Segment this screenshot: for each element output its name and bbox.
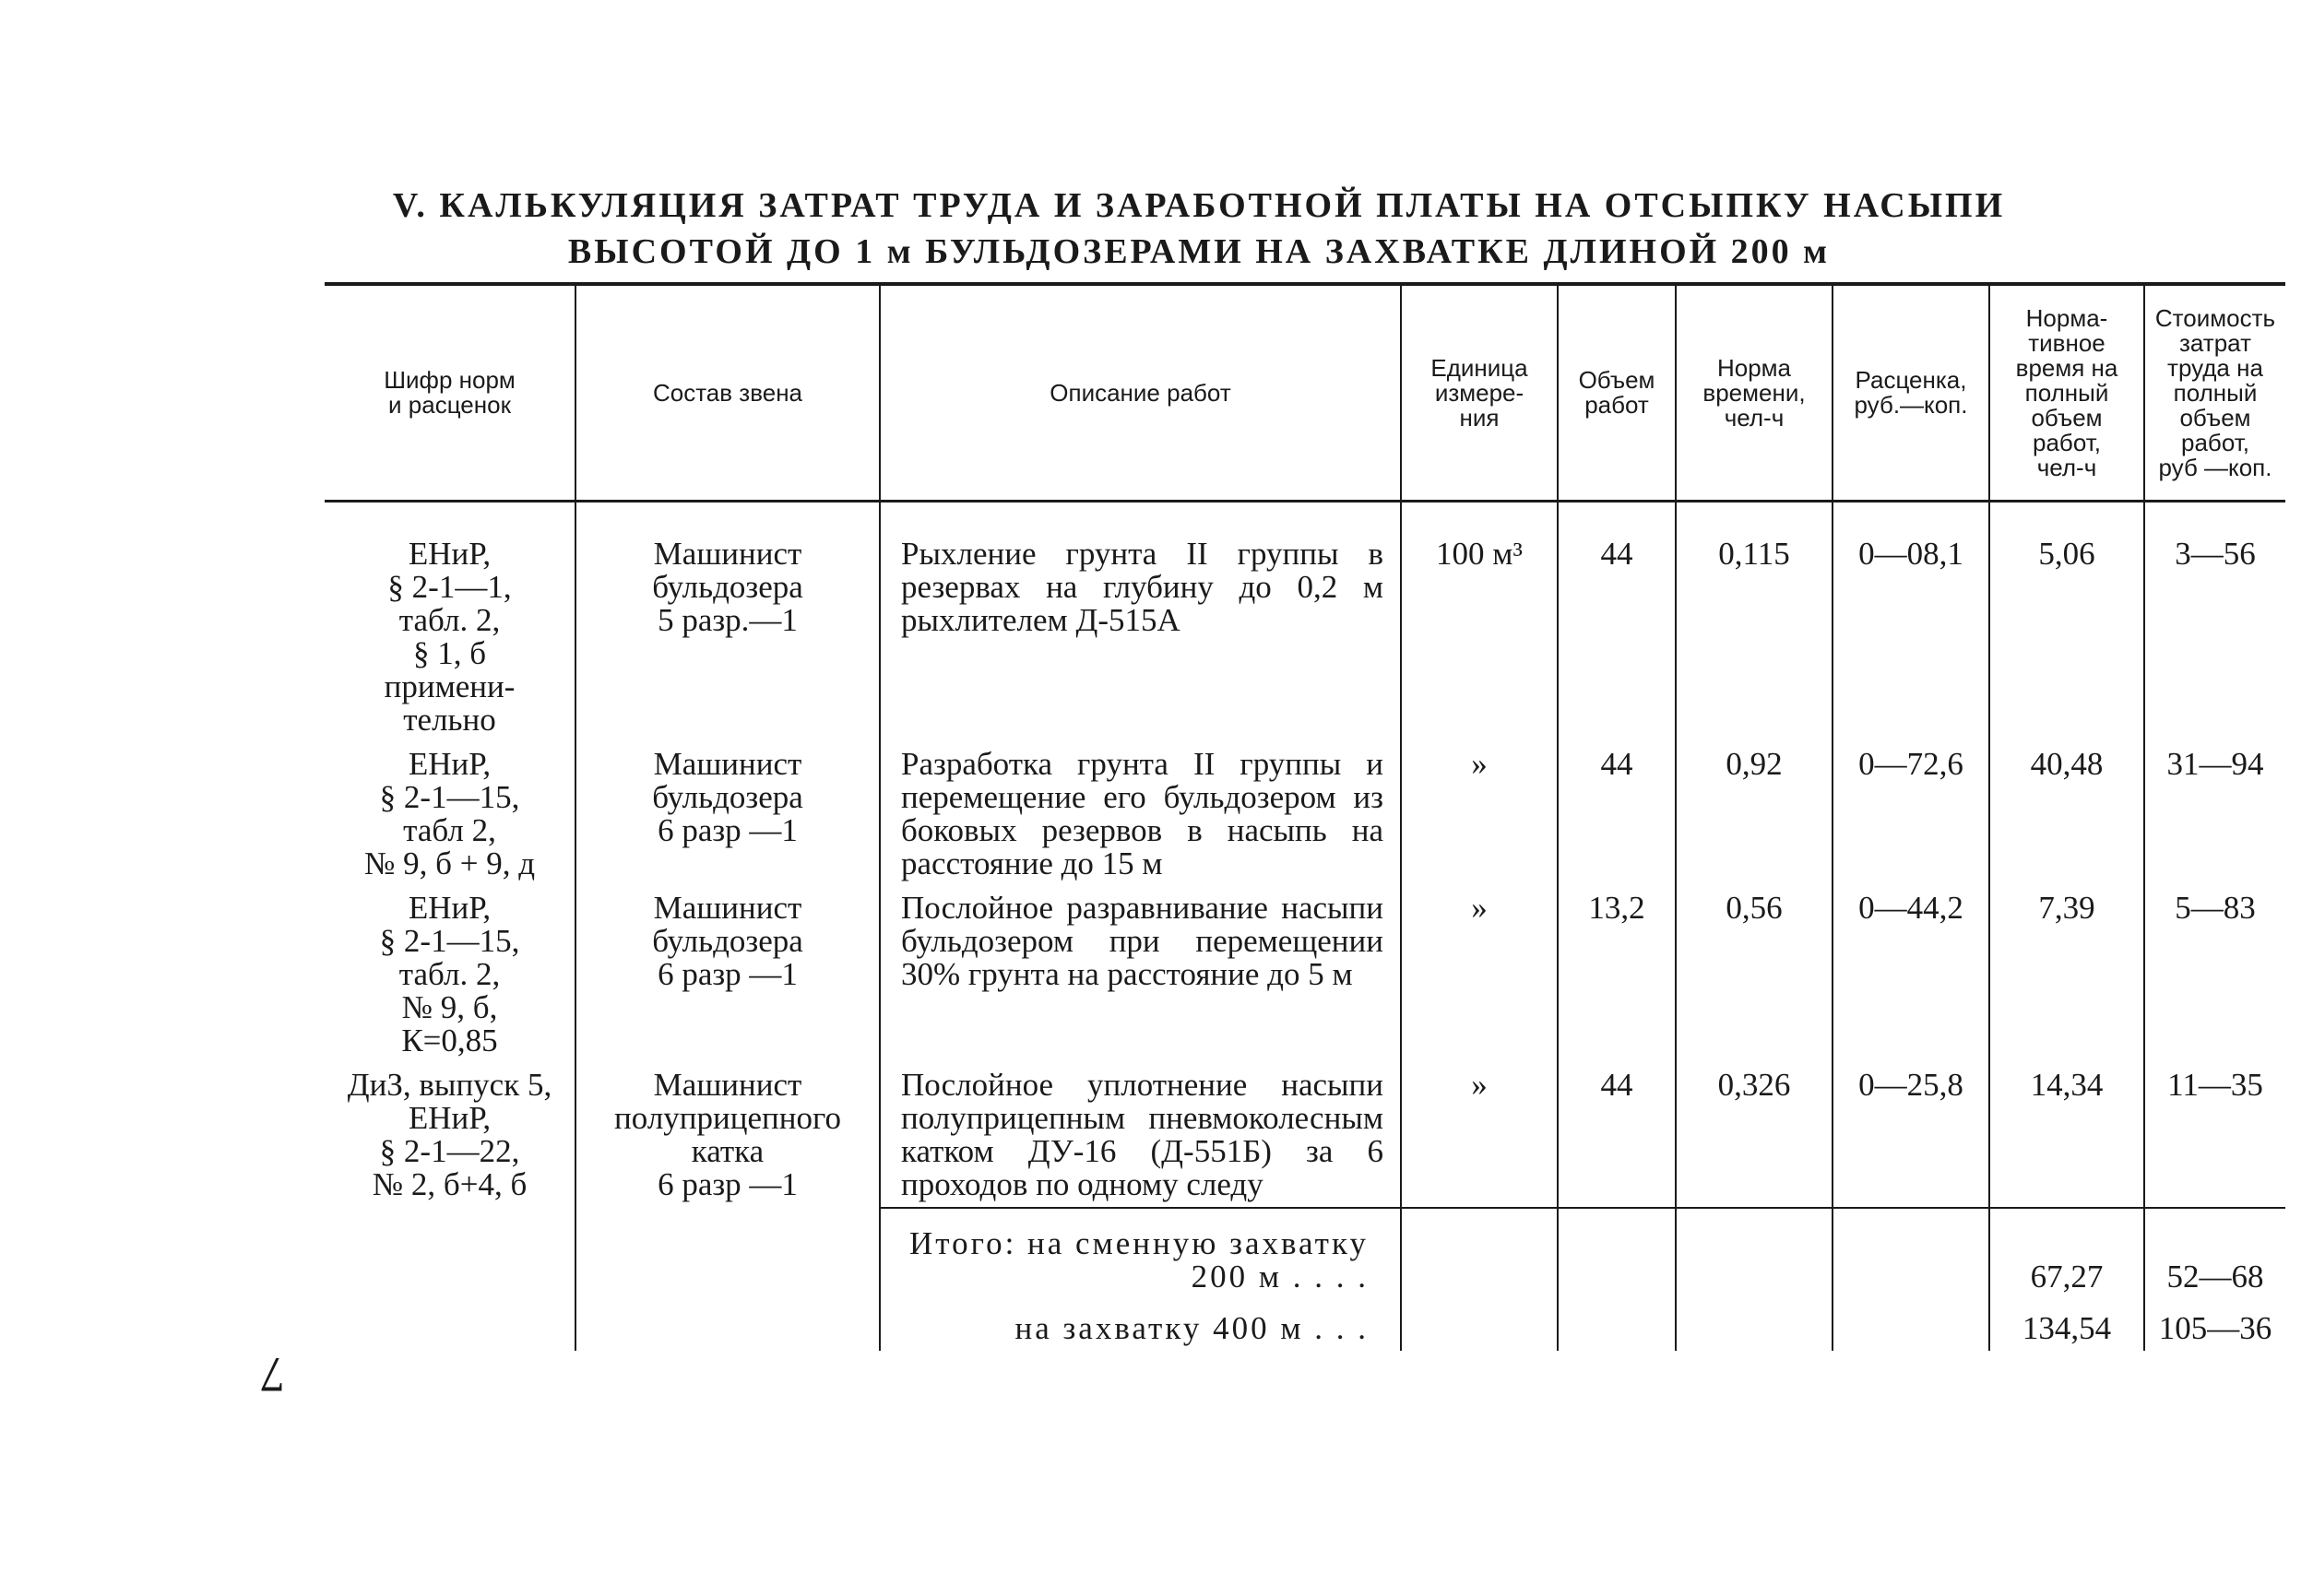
cell-total-time: 5,06 — [1989, 502, 2144, 743]
table-row — [325, 502, 2285, 743]
cell-empty — [325, 1208, 575, 1351]
cell-empty — [575, 1208, 880, 1351]
cell-volume: 13,2 — [1558, 886, 1676, 1063]
cell-empty — [1833, 1208, 1989, 1351]
column-header-rate: Расценка, руб.—коп. — [1833, 284, 1989, 502]
cell-crew: Машинист бульдозера 5 разр.—1 — [575, 502, 880, 743]
table-row — [325, 886, 2285, 1063]
cell-unit: » — [1401, 1063, 1558, 1208]
cell-code: ЕНиР, § 2-1—15, табл 2, № 9, б + 9, д — [364, 746, 535, 881]
column-header-code: Шифр норм и расценок — [325, 284, 575, 502]
cell-code: ДиЗ, выпуск 5, ЕНиР, § 2-1—22, № 2, б+4, б — [347, 1067, 552, 1202]
cell-code: ЕНиР, § 2-1—1, табл. 2, § 1, б примени- тельно — [384, 536, 516, 738]
cell-norm-time: 0,326 — [1676, 1063, 1833, 1208]
column-header-total-time: Норма- тивное время на полный объем работ, чел-ч — [1989, 284, 2144, 502]
cell-rate: 0—08,1 — [1833, 502, 1989, 743]
total-time-200: 67,27 — [2030, 1259, 2104, 1295]
cell-volume: 44 — [1558, 1063, 1676, 1208]
totals-time — [1989, 1208, 2144, 1351]
totals-label-200: Итого: на сменную захватку 200 м . . . . — [908, 1225, 1369, 1295]
totals-cost — [2144, 1208, 2285, 1351]
cell-description: Послойное разравнивание насыпи бульдозером при перемещении 30% грунта на расстояние до 5 м — [880, 886, 1401, 1063]
column-header-unit: Единица измере- ния — [1401, 284, 1558, 502]
cell-total-cost: 11—35 — [2144, 1063, 2285, 1208]
cell-volume: 44 — [1558, 742, 1676, 886]
cell-description: Рыхление грунта II группы в резервах на глубину до 0,2 м рыхлителем Д-515А — [880, 502, 1401, 743]
cell-unit: » — [1401, 886, 1558, 1063]
total-time-400: 134,54 — [2022, 1310, 2112, 1346]
cell-code: ЕНиР, § 2-1—15, табл. 2, № 9, б, К=0,85 — [379, 890, 520, 1058]
cell-empty — [1558, 1208, 1676, 1351]
totals-labels — [880, 1208, 1401, 1351]
column-header-norm-time: Норма времени, чел-ч — [1676, 284, 1833, 502]
page-number: 7 — [260, 1347, 285, 1402]
cell-empty — [1401, 1208, 1558, 1351]
cell-description: Послойное уплотнение насыпи полуприцепным пневмоколесным катком ДУ-16 (Д-551Б) за 6 проходов по одному следу — [880, 1063, 1401, 1208]
cell-total-cost: 5—83 — [2144, 886, 2285, 1063]
cell-rate: 0—44,2 — [1833, 886, 1989, 1063]
cell-total-time: 40,48 — [1989, 742, 2144, 886]
table-row — [325, 1063, 2285, 1208]
cell-norm-time: 0,115 — [1676, 502, 1833, 743]
table-header-row — [325, 284, 2285, 502]
cell-norm-time: 0,56 — [1676, 886, 1833, 1063]
total-cost-400: 105—36 — [2158, 1310, 2272, 1346]
totals-row — [325, 1208, 2285, 1351]
cell-total-time: 14,34 — [1989, 1063, 2144, 1208]
page-title — [314, 183, 2084, 275]
cell-total-time: 7,39 — [1989, 886, 2144, 1063]
totals-label-400: на захватку 400 м . . . — [1014, 1310, 1369, 1346]
column-header-volume: Объем работ — [1558, 284, 1676, 502]
total-cost-200: 52—68 — [2166, 1259, 2264, 1295]
table-row — [325, 742, 2285, 886]
cell-norm-time: 0,92 — [1676, 742, 1833, 886]
cell-description: Разработка грунта II группы и перемещение его бульдозером из боковых резервов в насыпь на расстояние до 15 м — [880, 742, 1401, 886]
cell-rate: 0—25,8 — [1833, 1063, 1989, 1208]
cell-total-cost: 31—94 — [2144, 742, 2285, 886]
cell-unit: 100 м³ — [1401, 502, 1558, 743]
title-line-2: ВЫСОТОЙ ДО 1 м БУЛЬДОЗЕРАМИ НА ЗАХВАТКЕ ДЛИНОЙ 200 м — [567, 232, 1831, 271]
column-header-total-cost: Стоимость затрат труда на полный объем работ, руб —коп. — [2144, 284, 2285, 502]
cell-volume: 44 — [1558, 502, 1676, 743]
labor-cost-table — [325, 282, 2285, 1351]
cell-crew: Машинист бульдозера 6 разр —1 — [575, 886, 880, 1063]
column-header-description: Описание работ — [880, 284, 1401, 502]
cell-total-cost: 3—56 — [2144, 502, 2285, 743]
cell-crew: Машинист бульдозера 6 разр —1 — [575, 742, 880, 886]
cell-crew: Машинист полуприцепного катка 6 разр —1 — [575, 1063, 880, 1208]
cell-rate: 0—72,6 — [1833, 742, 1989, 886]
cell-empty — [1676, 1208, 1833, 1351]
column-header-crew: Состав звена — [575, 284, 880, 502]
title-line-1: V. КАЛЬКУЛЯЦИЯ ЗАТРАТ ТРУДА И ЗАРАБОТНОЙ ПЛАТЫ НА ОТСЫПКУ НАСЫПИ — [392, 186, 2006, 225]
cell-unit: » — [1401, 742, 1558, 886]
